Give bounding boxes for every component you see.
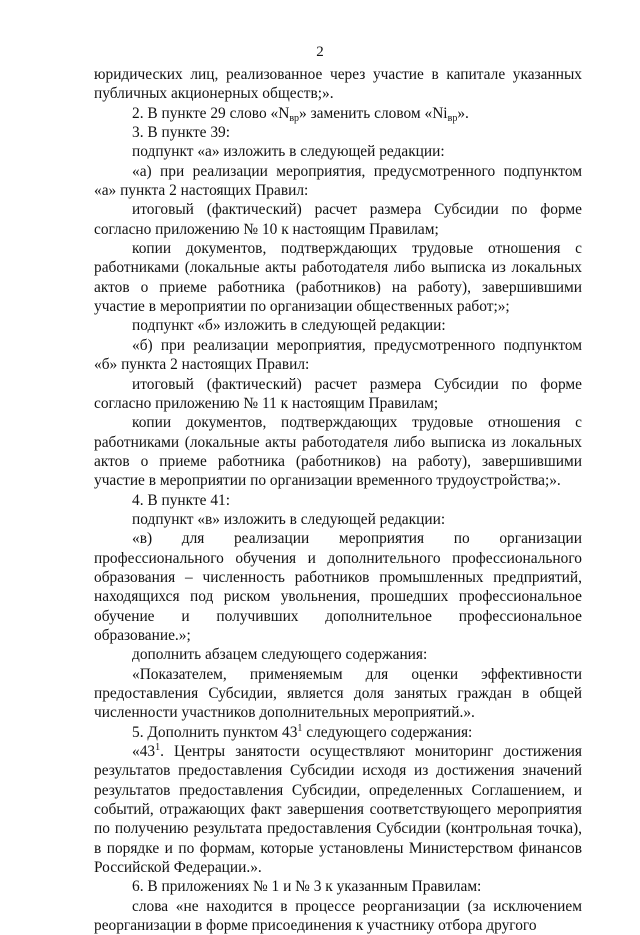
paragraph-3: 3. В пункте 39: [132,124,231,142]
paragraph-6: итоговый (фактический) расчет размера Субсидии по форме согласно приложению № 10 к настоящим Правилам; [94,201,582,238]
paragraph-19: 6. В приложениях № 1 и № 3 к указанным Правилам: [132,878,482,896]
paragraph-4: подпункт «а» изложить в следующей редакции: [132,143,445,161]
paragraph-5: «а) при реализации мероприятия, предусмотренного подпунктом «а» пункта 2 настоящих Правил: [94,162,582,200]
paragraph-20: слова «не находится в процессе реорганизации (за исключением реорганизации в форме присоединения к участнику отбора другого [94,897,582,935]
paragraph-10: итоговый (фактический) расчет размера Субсидии по форме согласно приложению № 11 к настоящим Правилам; [94,375,582,412]
paragraph-13: подпункт «в» изложить в следующей редакции: [132,510,446,528]
paragraph-8: подпункт «б» изложить в следующей редакции: [132,317,446,335]
paragraph-17: 5. Дополнить пунктом $43^1$ следующего содержания: [132,722,473,741]
paragraph-7: копии документов, подтверждающих трудовые отношения с работниками (локальные акты работодателя либо выписка из локальных актов о приеме работника (работников) на работу), завершившими участие в мероприятии по организации общественных работ;»; [94,240,582,316]
paragraph-12: 4. В пункте 41: [132,491,231,509]
paragraph-14: «в) для реализации мероприятия по организации профессионального обучения и дополнительного профессионального образования – численность работников промышленных предприятий, находящихся под риском увольнения, прошедших профессиональное обучение и получивших дополнительное профессиональное образование.»; [94,530,582,644]
paragraph-9: «б) при реализации мероприятия, предусмотренного подпунктом «б» пункта 2 настоящих Правил: [94,336,582,374]
document-text [94,65,582,935]
paragraph-1: юридических лиц, реализованное через участие в капитале указанных публичных акционерных обществ;». [94,66,582,103]
paragraph-2: 2. В пункте 29 слово «$N_{вр}$» заменить словом «$Ni_{вр}$». [132,104,469,124]
paragraph-11: копии документов, подтверждающих трудовые отношения с работниками (локальные акты работодателя либо выписка из локальных актов о приеме работника (работников) на работу), завершившими участие в мероприятии по организации временного трудоустройства;». [94,414,582,490]
paragraph-18: «$43^1$. Центры занятости осуществляют мониторинг достижения результатов предоставления Субсидии исходя из достижения значений результатов предоставления Субсидии, определенных Соглашением, и событий, отражающих факт завершения соответствующего мероприятия по получению результата предоставления Субсидии (контрольная точка), в порядке и по формам, которые установлены Министерством финансов Российской Федерации.». [94,742,582,877]
page-number: 2 [316,44,324,60]
paragraph-15: дополнить абзацем следующего содержания: [132,646,428,664]
paragraph-16: «Показателем, применяемым для оценки эффективности предоставления Субсидии, является доля занятых граждан в общей численности участников дополнительных мероприятий.». [94,665,582,722]
